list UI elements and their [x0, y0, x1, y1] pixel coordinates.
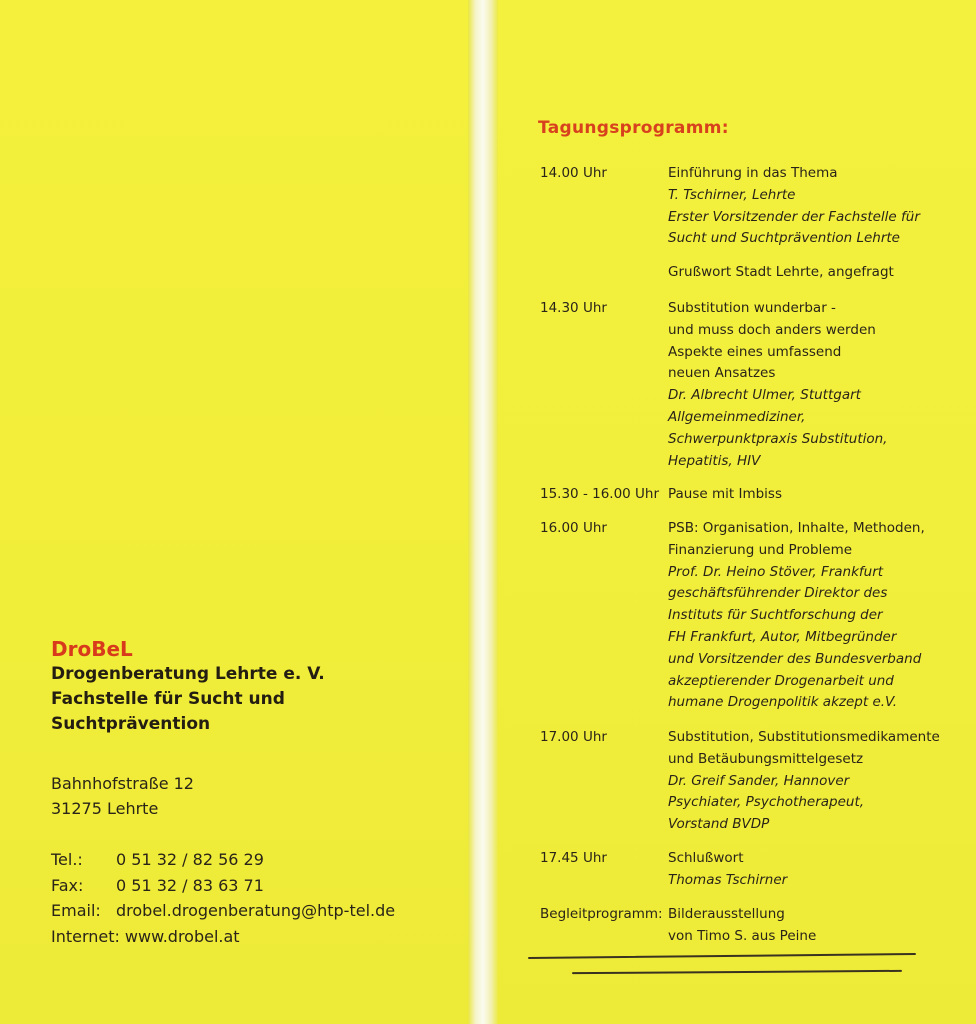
entry-line: Schwerpunktpraxis Substitution,: [668, 430, 888, 447]
entry-line: neuen Ansatzes: [668, 365, 776, 382]
org-line: Drogenberatung Lehrte e. V.: [51, 664, 325, 684]
entry-line: Bilderausstellung: [668, 906, 785, 922]
program-entry: [540, 484, 782, 506]
address: [51, 771, 194, 821]
contact-value: 0 51 32 / 82 56 29: [116, 850, 264, 869]
entry-lines: [668, 163, 920, 250]
program-entry: [540, 848, 787, 892]
entry-line: Allgemeinmediziner,: [668, 408, 806, 425]
entry-line: Thomas Tschirner: [668, 871, 788, 888]
entry-line: Substitution, Substitutionsmedikamente: [668, 729, 940, 745]
entry-lines: [668, 484, 782, 506]
paper-fold: [468, 0, 498, 1024]
entry-time: 14.00 Uhr: [540, 165, 607, 181]
entry-time: Begleitprogramm:: [540, 906, 663, 922]
entry-line: und Vorsitzender des Bundesverband: [668, 650, 922, 667]
entry-line: von Timo S. aus Peine: [668, 927, 817, 944]
entry-line: Hepatitis, HIV: [668, 452, 761, 469]
entry-line: Dr. Albrecht Ulmer, Stuttgart: [668, 387, 861, 404]
program-entry: [540, 518, 925, 714]
entry-time: 17.45 Uhr: [540, 850, 607, 866]
entry-line: Pause mit Imbiss: [668, 486, 782, 502]
contact-value: 0 51 32 / 83 63 71: [116, 875, 264, 895]
entry-line: FH Frankfurt, Autor, Mitbegründer: [668, 628, 897, 645]
entry-time: [540, 262, 668, 284]
entry-line: Instituts für Suchtforschung der: [668, 607, 883, 624]
contact-value: drobel.drogenberatung@htp-tel.de: [116, 901, 396, 920]
entry-line: Schlußwort: [668, 850, 744, 866]
contact-internet: [51, 924, 395, 950]
contact-value: www.drobel.at: [124, 926, 240, 946]
entry-line: Erster Vorsitzender der Fachstelle für: [668, 208, 920, 225]
entry-line: geschäftsführender Direktor des: [668, 585, 888, 602]
contact-tel: [51, 847, 395, 873]
city: 31275 Lehrte: [51, 799, 159, 818]
entry-lines: [668, 727, 940, 836]
entry-line: Grußwort Stadt Lehrte, angefragt: [668, 264, 894, 280]
entry-line: und muss doch anders werden: [668, 321, 876, 338]
entry-line: Substitution wunderbar -: [668, 300, 836, 316]
entry-line: Dr. Greif Sander, Hannover: [668, 772, 850, 789]
contact-label: Internet:: [51, 926, 120, 946]
entry-time: 16.00 Uhr: [540, 520, 607, 536]
contact-label: Email:: [51, 901, 101, 920]
entry-line: Psychiater, Psychotherapeut,: [668, 794, 865, 811]
entry-lines: [668, 298, 887, 472]
entry-time: 15.30 - 16.00 Uhr: [540, 486, 660, 502]
entry-time: 14.30 Uhr: [540, 300, 607, 316]
entry-line: Sucht und Suchtprävention Lehrte: [668, 230, 900, 247]
entry-line: humane Drogenpolitik akzept e.V.: [668, 694, 898, 711]
entry-line: T. Tschirner, Lehrte: [668, 186, 796, 203]
entry-time: 17.00 Uhr: [540, 729, 607, 745]
entry-lines: [668, 518, 925, 714]
program-entry: [540, 163, 920, 250]
contact-email: [51, 898, 395, 924]
entry-line: und Betäubungsmittelgesetz: [668, 750, 864, 767]
entry-line: Prof. Dr. Heino Stöver, Frankfurt: [668, 563, 884, 580]
contact-label: Fax:: [51, 875, 84, 895]
street: Bahnhofstraße 12: [51, 774, 194, 793]
contact-block: [51, 847, 395, 949]
program-entry: [540, 727, 940, 836]
org-line: Suchtprävention: [51, 714, 211, 734]
organization-block: [51, 636, 325, 737]
entry-lines: [668, 262, 894, 284]
contact-label: Tel.:: [51, 850, 83, 869]
entry-line: Aspekte eines umfassend: [668, 343, 842, 360]
program-title: Tagungsprogramm:: [538, 118, 729, 138]
org-line: Fachstelle für Sucht und: [51, 689, 285, 709]
program-entry: [540, 262, 894, 284]
entry-line: akzeptierender Drogenarbeit und: [668, 672, 894, 689]
entry-line: PSB: Organisation, Inhalte, Methoden,: [668, 520, 925, 536]
contact-fax: [51, 873, 395, 899]
entry-lines: [668, 848, 787, 892]
entry-line: Einführung in das Thema: [668, 165, 838, 181]
org-name: DroBeL: [51, 637, 133, 661]
program-entry: [540, 298, 887, 472]
entry-line: Finanzierung und Probleme: [668, 541, 853, 558]
program-entry: [540, 904, 816, 948]
entry-line: Vorstand BVDP: [668, 816, 770, 833]
entry-lines: [668, 904, 816, 948]
